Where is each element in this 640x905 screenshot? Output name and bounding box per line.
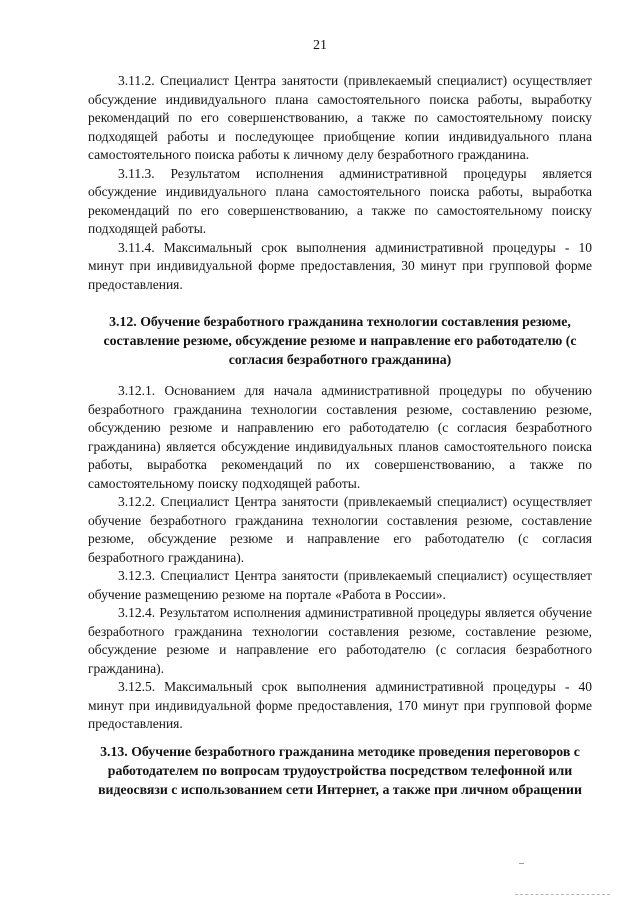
section-3-13-heading: 3.13. Обучение безработного гражданина методике проведения переговоров с работодателем по вопросам трудоустройства посредством телефонной или видеосвязи с использованием сети Интернет, а также при личном обращении: [98, 744, 582, 797]
paragraph-3-12-1: 3.12.1. Основанием для начала административной процедуры по обучению безработного гражданина технологии составления резюме, составлению резюме, обсуждению резюме и направлению его работодателю (с согласия безработного гражданина) является обсуждение индивидуальных планов самостоятельного поиска работы, выработка рекомендаций по их совершенствованию, а также по самостоятельному поиску подходящей работы.: [88, 383, 592, 491]
paragraph-3-12-5: 3.12.5. Максимальный срок выполнения административной процедуры - 40 минут при индивидуальной форме предоставления, 170 минут при групповой форме предоставления.: [88, 679, 592, 731]
section-3-11-continuation: [88, 72, 592, 294]
paragraph-3-11-3: 3.11.3. Результатом исполнения административной процедуры является обсуждение индивидуального плана самостоятельного поиска работы, выработка рекомендаций по его совершенствованию, а также по самостоятельному поиску подходящей работы.: [88, 165, 592, 236]
scan-artifact-line: [515, 894, 610, 896]
paragraph-3-12-2: 3.12.2. Специалист Центра занятости (привлекаемый специалист) осуществляет обучение безработного гражданина технологии составления резюме, составление резюме, обсуждение резюме и направление его работодателю (с согласия безработного гражданина).: [88, 494, 592, 565]
paragraph-3-12-3: 3.12.3. Специалист Центра занятости (привлекаемый специалист) осуществляет обучение размещению резюме на портале «Работа в России».: [88, 568, 592, 602]
paragraph-3-11-4: 3.11.4. Максимальный срок выполнения административной процедуры - 10 минут при индивидуальной форме предоставления, 30 минут при групповой форме предоставления.: [88, 239, 592, 292]
section-3-12-body: [88, 382, 592, 734]
scan-artifact-mark: [519, 863, 524, 864]
paragraph-3-11-2: 3.11.2. Специалист Центра занятости (привлекаемый специалист) осуществляет обсуждение индивидуального плана самостоятельного поиска работы, выработку рекомендаций по его совершенствованию, а также по самостоятельному поиску подходящей работы и последующее приобщение копии индивидуального плана самостоятельного поиска работы к личному делу безработного гражданина.: [88, 73, 592, 162]
page-number: 21: [313, 38, 327, 53]
paragraph-3-12-4: 3.12.4. Результатом исполнения административной процедуры является обучение безработного гражданина технологии составления резюме, составление резюме, обсуждение резюме и направление его работодателю (с согласия безработного гражданина).: [88, 605, 592, 676]
section-3-12-heading: 3.12. Обучение безработного гражданина технологии составления резюме, составление резюме, обсуждение резюме и направление его работодателю (с согласия безработного гражданина): [103, 314, 577, 367]
